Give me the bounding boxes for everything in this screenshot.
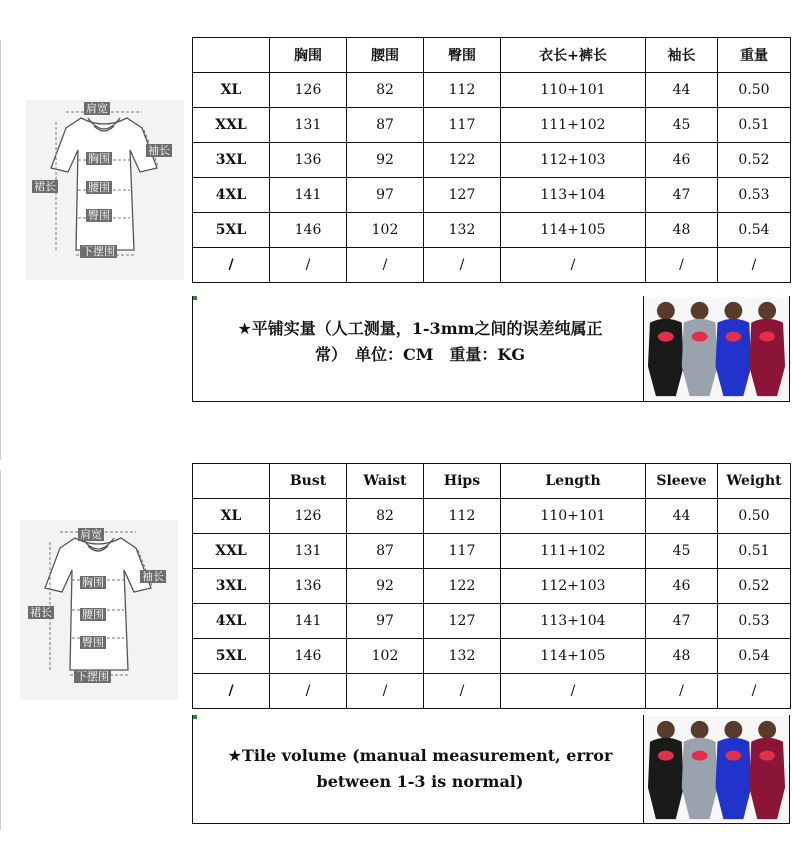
table-cell: 87	[347, 108, 424, 143]
table-cell: 45	[646, 108, 718, 143]
table-cell: 48	[646, 639, 718, 674]
table-row	[193, 569, 791, 604]
size-cell: 5XL	[193, 639, 270, 674]
table-cell: 47	[646, 604, 718, 639]
header-cell: Length	[501, 464, 646, 499]
table-cell: 117	[424, 534, 501, 569]
table-cell: 0.50	[718, 499, 791, 534]
table-header-row	[193, 38, 791, 73]
length-label: 裙长	[34, 180, 56, 193]
table-header-row	[193, 464, 791, 499]
size-cell: XL	[193, 499, 270, 534]
shoulder-label: 肩宽	[80, 528, 102, 541]
header-cell: 袖长	[646, 38, 718, 73]
table-cell: 110+101	[501, 73, 646, 108]
chest-label: 胸围	[88, 152, 110, 165]
note-line-1: 平铺实量（人工测量，1-3mm之间的误差纯属正	[251, 319, 603, 338]
garment-diagram	[20, 520, 178, 700]
table-row	[193, 639, 791, 674]
measurement-note	[193, 296, 643, 368]
table-row	[193, 534, 791, 569]
table-cell: /	[424, 248, 501, 283]
table-cell: 45	[646, 534, 718, 569]
model-photo-icon	[644, 296, 789, 401]
header-cell: 重量	[718, 38, 791, 73]
table-cell: 111+102	[501, 108, 646, 143]
hip-label: 臀围	[88, 209, 110, 222]
table-cell: 47	[646, 178, 718, 213]
table-row	[193, 143, 791, 178]
table-cell: 97	[347, 178, 424, 213]
hem-label: 下摆围	[76, 670, 109, 683]
table-cell: 102	[347, 213, 424, 248]
table-cell: 92	[347, 569, 424, 604]
table-cell: 0.51	[718, 534, 791, 569]
table-cell: 87	[347, 534, 424, 569]
table-row	[193, 248, 791, 283]
note-line-1: Tile volume (manual measurement, error	[241, 746, 613, 765]
header-cell	[193, 464, 270, 499]
size-cell: /	[193, 674, 270, 709]
size-table-cn	[192, 37, 791, 283]
table-cell: /	[347, 674, 424, 709]
table-cell: 0.54	[718, 213, 791, 248]
table-cell: /	[718, 248, 791, 283]
table-cell: /	[347, 248, 424, 283]
table-cell: 112+103	[501, 569, 646, 604]
size-cell: 4XL	[193, 604, 270, 639]
size-cell: 4XL	[193, 178, 270, 213]
header-cell: 臀围	[424, 38, 501, 73]
table-cell: 131	[270, 534, 347, 569]
note-box-en	[192, 715, 790, 824]
table-cell: 113+104	[501, 178, 646, 213]
table-cell: /	[501, 248, 646, 283]
table-row	[193, 213, 791, 248]
header-cell: 衣长+裤长	[501, 38, 646, 73]
table-cell: 141	[270, 178, 347, 213]
garment-diagram	[26, 100, 184, 280]
size-cell: 5XL	[193, 213, 270, 248]
table-cell: 110+101	[501, 499, 646, 534]
table-cell: /	[270, 248, 347, 283]
table-cell: 122	[424, 143, 501, 178]
star-icon: ★	[237, 319, 252, 338]
table-cell: 0.51	[718, 108, 791, 143]
table-cell: 44	[646, 499, 718, 534]
size-cell: XL	[193, 73, 270, 108]
chest-label: 胸围	[82, 576, 104, 589]
table-cell: 127	[424, 178, 501, 213]
table-cell: 117	[424, 108, 501, 143]
table-cell: 141	[270, 604, 347, 639]
note-line-2: 常） 单位：CM 重量：KG	[314, 345, 526, 364]
size-cell: XXL	[193, 108, 270, 143]
table-row	[193, 178, 791, 213]
table-cell: 97	[347, 604, 424, 639]
header-cell	[193, 38, 270, 73]
table-cell: 0.52	[718, 569, 791, 604]
model-photo-icon	[644, 715, 789, 823]
table-cell: 126	[270, 73, 347, 108]
table-cell: 0.53	[718, 178, 791, 213]
table-cell: /	[501, 674, 646, 709]
table-cell: 132	[424, 213, 501, 248]
table-cell: 46	[646, 569, 718, 604]
table-cell: 146	[270, 213, 347, 248]
left-divider	[0, 40, 1, 460]
table-cell: 114+105	[501, 213, 646, 248]
table-cell: 0.53	[718, 604, 791, 639]
header-cell: Waist	[347, 464, 424, 499]
table-cell: 48	[646, 213, 718, 248]
waist-label: 腰围	[88, 181, 110, 194]
table-row	[193, 499, 791, 534]
table-cell: 82	[347, 499, 424, 534]
measurement-note	[193, 715, 643, 795]
header-cell: Bust	[270, 464, 347, 499]
table-cell: 46	[646, 143, 718, 178]
size-cell: 3XL	[193, 143, 270, 178]
table-cell: 112	[424, 73, 501, 108]
table-row	[193, 604, 791, 639]
table-cell: /	[646, 248, 718, 283]
table-cell: 132	[424, 639, 501, 674]
model-photo	[643, 715, 789, 823]
table-cell: /	[646, 674, 718, 709]
table-cell: 112	[424, 499, 501, 534]
shoulder-label: 肩宽	[86, 102, 108, 115]
model-photo	[643, 296, 789, 401]
table-cell: 126	[270, 499, 347, 534]
size-table-en	[192, 463, 791, 709]
table-cell: 0.50	[718, 73, 791, 108]
table-cell: 82	[347, 73, 424, 108]
table-row	[193, 108, 791, 143]
table-cell: 127	[424, 604, 501, 639]
length-label: 裙长	[30, 606, 52, 619]
table-cell: 136	[270, 143, 347, 178]
table-cell: 92	[347, 143, 424, 178]
header-cell: 胸围	[270, 38, 347, 73]
header-cell: Hips	[424, 464, 501, 499]
waist-label: 腰围	[82, 608, 104, 621]
table-row	[193, 674, 791, 709]
table-cell: 112+103	[501, 143, 646, 178]
size-cell: /	[193, 248, 270, 283]
hip-label: 臀围	[82, 636, 104, 649]
sleeve-label: 袖长	[148, 144, 170, 157]
sleeve-label: 袖长	[142, 570, 164, 583]
star-icon: ★	[227, 746, 242, 765]
table-cell: 111+102	[501, 534, 646, 569]
size-cell: 3XL	[193, 569, 270, 604]
table-cell: /	[270, 674, 347, 709]
table-cell: 102	[347, 639, 424, 674]
size-cell: XXL	[193, 534, 270, 569]
table-cell: 0.52	[718, 143, 791, 178]
table-cell: 136	[270, 569, 347, 604]
hem-label: 下摆围	[82, 245, 115, 258]
table-cell: 0.54	[718, 639, 791, 674]
table-cell: 146	[270, 639, 347, 674]
table-cell: 113+104	[501, 604, 646, 639]
table-cell: 122	[424, 569, 501, 604]
header-cell: 腰围	[347, 38, 424, 73]
table-cell: 44	[646, 73, 718, 108]
note-box-cn	[192, 296, 790, 402]
header-cell: Sleeve	[646, 464, 718, 499]
table-row	[193, 73, 791, 108]
table-cell: /	[718, 674, 791, 709]
left-divider	[0, 470, 1, 830]
table-cell: /	[424, 674, 501, 709]
header-cell: Weight	[718, 464, 791, 499]
table-cell: 114+105	[501, 639, 646, 674]
table-cell: 131	[270, 108, 347, 143]
note-line-2: between 1-3 is normal)	[316, 772, 524, 791]
